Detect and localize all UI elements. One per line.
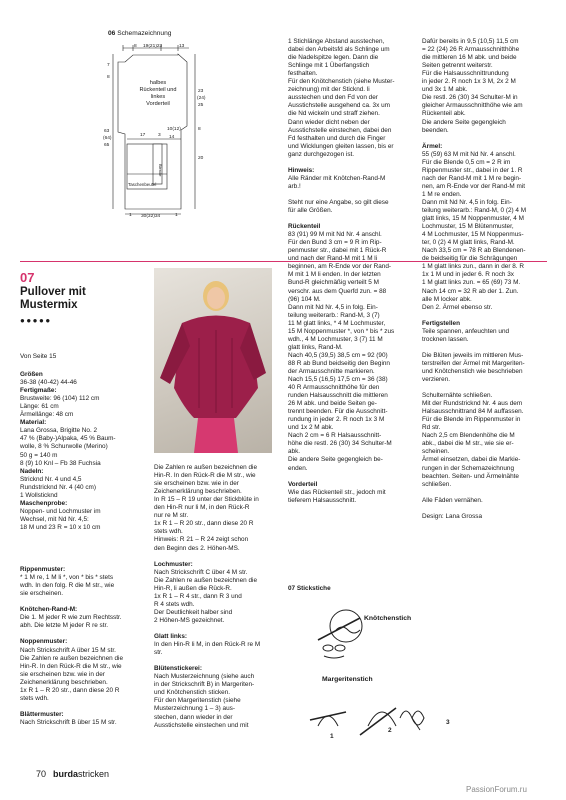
fertigmasse-heading: Fertigmaße: xyxy=(20,387,57,395)
design-credit: Design: Lana Grossa xyxy=(422,512,483,520)
step-1-label: 1 xyxy=(330,733,334,740)
stickstiche-title: 07 Stickstiche xyxy=(288,585,331,592)
noppen-heading: Noppenmuster: xyxy=(20,638,68,646)
col2-hinweis: Hinweis: R 21 – R 24 zeigt schon den Beginn des 2. Höhen-MS. xyxy=(154,536,249,552)
schema-label: 10(12) xyxy=(167,127,181,132)
material-text: Lana Grossa, Brigitte No. 2 47 % (Baby-)Alpaka, 45 % Baum- wolle, 8 % Schurwolle (Merino) 50 g = 140 m 8 (9) 10 Knl – Fb 38 Fuchsia xyxy=(20,427,116,467)
blende-label: Blende xyxy=(158,164,163,177)
hinweis-heading: Hinweis: xyxy=(288,166,315,174)
col1-specs xyxy=(20,363,150,532)
schema-label: (24) xyxy=(197,96,206,101)
pattern-number: 07 xyxy=(20,270,35,285)
margeritenstich-label: Margeritenstich xyxy=(322,676,373,683)
stitch-illustration xyxy=(288,600,458,750)
col3-block xyxy=(288,30,418,505)
rippen-text: * 1 M re, 1 M li *, von * bis * stets wdh. In den folg. R die M str., wie sie erscheinen. xyxy=(20,574,115,598)
schema-label: (64) xyxy=(103,136,112,141)
pocket-label: Taschenbeutel xyxy=(128,182,157,187)
schema-label: 8 xyxy=(134,44,137,49)
glatt-text: In den Hin-R li M, in den Rück-R re M str. xyxy=(154,641,261,657)
schema-label: 20 xyxy=(198,156,204,161)
schema-drawing xyxy=(103,44,213,219)
difficulty-rating: ●●●●● xyxy=(20,316,52,325)
knoetchen-heading: Knötchen-Rand-M: xyxy=(20,606,78,614)
groessen-text: 36-38 (40-42) 44-46 xyxy=(20,379,77,387)
knoetchen-text: Die 1. M jeder R wie zum Rechtsstr. abh. Die letzte M jeder R re str. xyxy=(20,614,122,630)
schema-label: 14 xyxy=(169,135,175,140)
schema-inner-text: halbes Rückenteil und linkes Vorderteil xyxy=(139,80,177,107)
page-number: 70 xyxy=(36,769,47,779)
aermel-text: 55 (59) 63 M mit Nd Nr. 4 anschl. Für die Blende 0,5 cm = 2 R im Rippenmuster str., dabei in der 1. R nach der Rand-M mit 1 M re begin- nen, am R-Ende vor der Rand-M mit 1 M re enden. Dann mit Nd Nr. 4,5 in folg. Ein- teilung weiterarb.: Rand-M, 0 (2) 4 M glatt links, 15 M Noppenmuster, 4 M Lochmuster, 15 M Blütenmuster, 4 M Lochmuster, 15 M Noppenmus- ter, 0 (2) 4 M glatt links, Rand-M. Nach 33,5 cm = 78 R ab Blendenen- de beidseitig für die Schrägungen 1 M glatt links zun., dann in der 8. R 1x 1 M und in jeder 6. R noch 3x 1 M glatt links zun. = 65 (69) 73 M. Nach 14 cm = 32 R ab der 1. Zun. alle M locker abk. Den 2. Ärmel ebenso str. xyxy=(422,150,527,311)
material-heading: Material: xyxy=(20,419,47,427)
col1-patterns xyxy=(20,558,150,727)
fertig-heading: Fertigstellen xyxy=(422,319,460,327)
fertig-text: Teile spannen, anfeuchten und trocknen lassen. Die Blüten jeweils im mittleren Mus- terstreifen der Ärmel mit Margeriten- und Knötchenstich wie beschrieben verzieren. Schulternähte schließen. Mit der Rundstricknd Nr. 4 aus dem Halsausschnittrand 84 M auffassen. Für die Blende im Rippenmuster in Rd str. Nach 2,5 cm Blendenhöhe die M abk., dabei die M str., wie sie er- scheinen. Ärmel einsetzen, dabei die Markie- rungen in der Schemazeichnung beachten. Seiten- und Ärmelnähte schließen. Alle Fäden vernähen. xyxy=(422,327,525,504)
schema-label: 1 xyxy=(129,213,132,218)
schema-label: 19(21)23 xyxy=(143,44,163,49)
col4-text1: Dafür bereits in 9,5 (10,5) 11,5 cm = 22 (24) 26 R Armausschnitthöhe die mittleren 16 M abk. und beide Seiten getrennt weiterstr. Für die Halsausschnittrundung in jeder 2. R noch 1x 3 M, 2x 2 M und 3x 1 M abk. Die restl. 26 (30) 34 Schulter-M in gleicher Armausschnitthöhe wie am Rückenteil abk. Die andere Seite gegengleich beenden. xyxy=(422,38,523,134)
nadeln-text: Stricknd Nr. 4 und 4,5 Rundstricknd Nr. 4 (40 cm) 1 Wollsticknd xyxy=(20,475,97,499)
schema-title: 06 Schemazeichnung xyxy=(108,30,172,37)
bluete-text: Nach Musterzeichnung (siehe auch in der Strickschrift B) in Margeriten- und Knötchenstich sticken. Für den Margeritenstich (siehe Musterzeichnung 1 – 3) aus- stechen, dann wieder in der Ausstichstelle einstechen und mit xyxy=(154,673,255,729)
schema-label: 63 xyxy=(104,129,110,134)
von-seite: Von Seite 15 xyxy=(20,353,57,361)
schema-label: 65 xyxy=(104,143,110,148)
lochmuster-heading: Lochmuster: xyxy=(154,560,193,568)
step-2-label: 2 xyxy=(388,727,392,734)
fertigmasse-text: Brustweite: 96 (104) 112 cm Länge: 61 cm Ärmellänge: 48 cm xyxy=(20,395,100,419)
col2-block xyxy=(154,456,274,730)
brand-rest: stricken xyxy=(78,769,110,779)
ruecken-heading: Rückenteil xyxy=(288,223,321,231)
groessen-note: Steht nur eine Angabe, so gilt diese für alle Größen. xyxy=(288,198,389,215)
col2-text1: Die Zahlen re außen bezeichnen die Hin-R. In den Rück-R die M str., wie sie erscheinen bzw. wie in der Zeichenerklärung beschrieben. In R 15 – R 19 unter der Stickblüte in den Hin-R nur li M, in den Rück-R nur re M str. 1x R 1 – R 20 str., dann diese 20 R stets wdh. xyxy=(154,464,259,536)
schema-label: 13 xyxy=(179,44,185,49)
schema-label: 30(32)34 xyxy=(141,214,161,219)
blaetter-heading: Blättermuster: xyxy=(20,710,64,718)
brand xyxy=(53,769,109,779)
nadeln-heading: Nadeln: xyxy=(20,467,44,475)
bluete-heading: Blütenstickerei: xyxy=(154,665,202,673)
pattern-title: Pullover mit Mustermix xyxy=(20,286,86,311)
model-photo xyxy=(154,268,272,453)
schema-label: 7 xyxy=(107,63,110,68)
brand-bold: burda xyxy=(53,769,79,779)
vorder-text: Wie das Rückenteil str., jedoch mit tieferem Halsausschnitt. xyxy=(288,488,386,504)
step-3-label: 3 xyxy=(446,719,450,726)
vorder-heading: Vorderteil xyxy=(288,480,318,488)
col1-block xyxy=(20,345,150,361)
aermel-heading: Ärmel: xyxy=(422,142,443,150)
schema-label: 23 xyxy=(198,89,204,94)
groessen-heading: Größen xyxy=(20,371,43,379)
ruecken-text: 83 (91) 99 M mit Nd Nr. 4 anschl. Für den Bund 3 cm = 9 R im Rip- penmuster str., dabei mit 1 Rück-R und nach der Rand-M mit 1 M li beginnen, am R-Ende vor der Rand- M mit 1 M li enden. In der letzten Bund-R gleichmäßig verteilt 5 M verschr. aus dem Querfd zun. = 88 (96) 104 M. Dann mit Nd Nr. 4,5 in folg. Ein- teilung weiterarb.: Rand-M, 3 (7) 11 M glatt links, * 4 M Lochmuster, 15 M Noppenmuster *, von * bis * zus wdh., 4 M Lochmuster, 3 (7) 11 M glatt links, Rand-M. Nach 40,5 (39,5) 38,5 cm = 92 (90) 88 R ab Bund beidseitig den Beginn der Armausschnitte markieren. Nach 15,5 (16,5) 17,5 cm = 36 (38) 40 R Armausschnitthöhe für den runden Halsausschnitt die mittleren 26 M abk. und beide Seiten ge- trennt beenden. Für die Ausschnitt- rundung in jeder 2. R noch 1x 3 M und 1x 2 M abk. Nach 2 cm = 6 R Halsausschnitt- höhe die restl. 26 (30) 34 Schulter-M abk. Die andere Seite gegengleich be- enden. xyxy=(288,231,395,472)
schema-label: 25 xyxy=(198,103,204,108)
maschenprobe-text: Noppen- und Lochmuster im Wechsel, mit Nd Nr. 4,5: 18 M und 23 R = 10 x 10 cm xyxy=(20,507,101,531)
blaetter-text: Nach Strickschrift B über 15 M str. xyxy=(20,718,117,726)
schema-label: 1 xyxy=(175,213,178,218)
watermark: PassionForum.ru xyxy=(466,785,527,794)
schema-label: 8 xyxy=(198,127,201,132)
schema-label: 17 xyxy=(140,133,146,138)
schema-label: 3 xyxy=(158,133,161,138)
col4-block xyxy=(422,30,552,521)
lochmuster-text: Nach Strickschrift C über 4 M str. Die Zahlen re außen bezeichnen die Hin-R, li außen die Rück-R. 1x R 1 – R 4 str., dann R 3 und R 4 stets wdh. Der Deutlichkeit halber sind 2 Höhen-MS gezeichnet. xyxy=(154,568,258,624)
schema-label: 8 xyxy=(107,75,110,80)
hinweis-text: Alle Ränder mit Knötchen-Rand-M arb.! xyxy=(288,174,386,190)
noppen-text: Nach Strickschrift A über 15 M str. Die Zahlen re außen bezeichnen die Hin-R. In den Rück-R die M str., wie sie erscheinen bzw. wie in der Zeichenerklärung beschrieben. 1x R 1 – R 20 str., dann diese 20 R stets wdh. xyxy=(20,646,124,702)
knoetchenstich-label: Knötchenstich xyxy=(364,615,412,622)
rippen-heading: Rippenmuster: xyxy=(20,566,66,574)
col3-text1: 1 Stichlänge Abstand ausstechen, dabei den Arbeitsfd als Schlinge um die Nadelspitze legen. Dann die Schlinge mit 1 Überfangstich festhalten. Für den Knötchenstich (siehe Muster- zeichnung) mit der Sticknd. li ausstechen und den Fd von der Ausstichstelle ausgehend ca. 3x um die Nd wickeln und straff ziehen. Dann wieder dicht neben der Ausstichstelle einstechen, dabei den Fd festhalten und durch die Finger und Wicklungen gleiten lassen, bis er ganz durchgezogen ist. xyxy=(288,38,395,158)
glatt-heading: Glatt links: xyxy=(154,633,188,641)
maschenprobe-heading: Maschenprobe: xyxy=(20,499,68,507)
